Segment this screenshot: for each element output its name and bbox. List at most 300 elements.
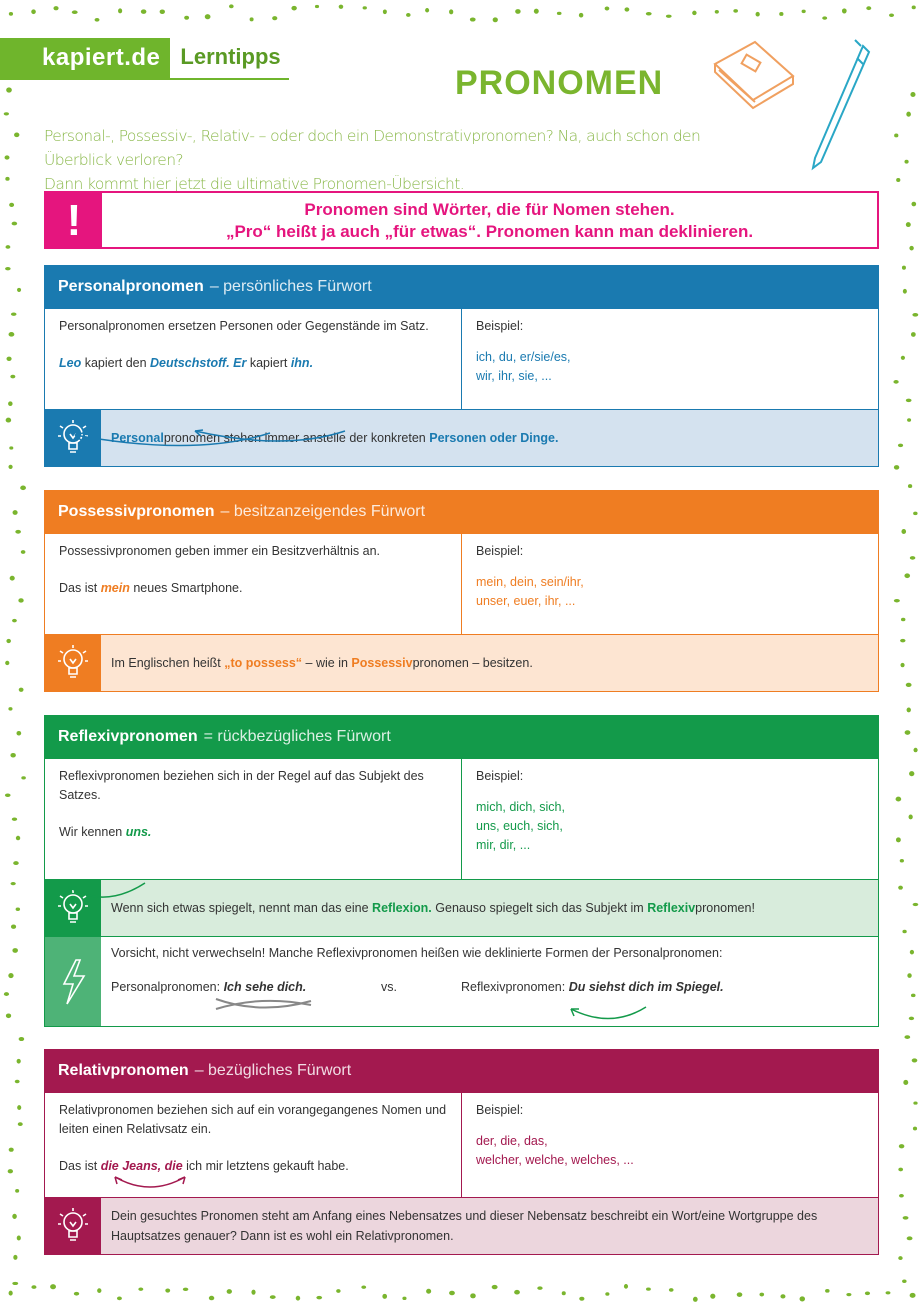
tip-plain: Genauso spiegelt sich das Subjekt im (431, 901, 648, 915)
exclamation-icon: ! (46, 193, 102, 247)
section-reflexive (44, 715, 879, 1027)
intro-line-1: Personal-, Possessiv-, Relativ- – oder doch ein Demonstrativpronomen? Na, auch schon den Überblick verloren? (44, 127, 701, 169)
border-dot (906, 222, 911, 227)
tip-text (101, 410, 878, 466)
description-column (45, 309, 462, 409)
section-relative (44, 1049, 879, 1255)
example-column (462, 759, 878, 879)
border-dot (9, 446, 13, 449)
border-dot (15, 530, 21, 534)
border-dot (912, 313, 918, 317)
border-dot (118, 8, 122, 13)
border-dot (6, 1013, 11, 1018)
example-values-line: welcher, welche, welches, ... (476, 1153, 634, 1167)
example-values (476, 573, 864, 611)
border-dot (889, 14, 894, 17)
border-dot (898, 886, 903, 890)
border-dot (913, 903, 919, 906)
border-dot (909, 771, 914, 776)
example-text: Das ist (59, 581, 101, 595)
section-title: Personalpronomen (58, 278, 204, 295)
border-dot (17, 288, 21, 292)
tip-plain: pronomen – besitzen. (412, 656, 533, 670)
border-dot (470, 18, 476, 22)
example-values (476, 1132, 864, 1170)
border-dot (9, 332, 15, 337)
border-dot (898, 1256, 902, 1260)
border-dot (846, 1293, 851, 1296)
example-text: kapiert den (81, 356, 151, 370)
border-dot (894, 465, 899, 470)
description-column (45, 759, 462, 879)
section-title: Relativpronomen (58, 1062, 189, 1079)
border-dot (907, 708, 911, 713)
lightbulb-icon (45, 410, 101, 466)
border-dot (138, 1287, 143, 1290)
border-dot (896, 178, 900, 182)
border-dot (911, 332, 916, 337)
border-dot (909, 1017, 914, 1020)
border-dot (896, 837, 901, 842)
border-dot (10, 375, 15, 379)
border-dot (692, 11, 696, 15)
border-dot (900, 663, 904, 667)
border-dot (909, 815, 913, 820)
border-dot (646, 1287, 651, 1290)
border-dot (825, 1289, 829, 1293)
example-sentence (59, 354, 447, 373)
border-dot (900, 639, 905, 643)
border-dot (822, 16, 827, 19)
border-dot (8, 973, 13, 978)
border-dot (16, 907, 20, 910)
border-dot (449, 1291, 455, 1296)
border-dot (12, 948, 18, 953)
pen-icon (813, 40, 869, 168)
border-dot (625, 7, 630, 11)
border-dot (165, 1288, 170, 1292)
border-dot (339, 5, 344, 9)
border-dot (900, 859, 904, 863)
border-dot (902, 930, 906, 934)
border-dot (19, 688, 24, 692)
tip-text (101, 635, 878, 691)
key-fact-box (44, 191, 879, 249)
border-dot (898, 1168, 903, 1172)
border-dot (296, 1296, 300, 1301)
comparison-example: Du siehst dich im Spiegel. (568, 980, 724, 994)
border-dot (15, 1080, 20, 1084)
example-values (476, 348, 864, 386)
border-dot (15, 1189, 19, 1193)
border-dot (5, 155, 10, 159)
border-dot (316, 1296, 322, 1299)
border-dot (904, 160, 908, 164)
tip-plain: pronomen! (695, 901, 755, 915)
border-dot (759, 1293, 764, 1297)
border-dot (901, 618, 905, 622)
border-dot (470, 1293, 476, 1298)
border-dot (666, 15, 672, 18)
border-dot (10, 576, 15, 581)
tip-highlight: Reflexiv (647, 901, 696, 915)
border-dot (908, 484, 912, 488)
border-dot (11, 313, 17, 316)
intro-line-2: Dann kommt hier jetzt die ultimative Pronomen-Übersicht. (44, 175, 465, 193)
border-dot (537, 1286, 542, 1290)
border-dot (912, 5, 916, 9)
page-title: PRONOMEN (455, 64, 664, 102)
section-body (44, 1093, 879, 1197)
border-dot (8, 1169, 13, 1173)
comparison-example: Ich sehe dich. (223, 980, 307, 994)
kapiert-logo[interactable] (0, 38, 289, 80)
border-dot (898, 444, 903, 447)
border-dot (183, 1288, 188, 1291)
border-dot (336, 1289, 340, 1293)
example-label: Beispiel: (476, 769, 524, 783)
book-icon (715, 42, 793, 108)
comparison-label: Reflexivpronomen: (461, 980, 569, 994)
border-dot (906, 112, 911, 117)
border-dot (913, 1101, 917, 1104)
border-dot (8, 707, 12, 710)
tip-plain: pronomen stehen immer anstelle der konkreten (163, 431, 430, 445)
border-dot (406, 13, 411, 17)
section-title: Possessivpronomen (58, 503, 215, 520)
tip-text (101, 880, 878, 936)
lightbulb-icon (45, 880, 101, 936)
border-dot (911, 994, 916, 998)
example-text: kapiert (246, 356, 291, 370)
border-dot (402, 1297, 406, 1300)
border-dot (605, 1292, 609, 1296)
border-dot (6, 87, 12, 92)
example-sentence (59, 823, 447, 842)
border-dot (17, 1105, 21, 1110)
comparison-label: Personalpronomen: (111, 980, 224, 994)
border-dot (5, 177, 9, 181)
border-dot (9, 1148, 14, 1152)
border-dot (913, 748, 917, 752)
border-dot (865, 1291, 870, 1295)
border-dot (141, 9, 147, 14)
border-dot (907, 973, 911, 978)
example-label: Beispiel: (476, 544, 524, 558)
border-dot (18, 598, 23, 602)
section-subtitle: – bezügliches Fürwort (194, 1062, 352, 1079)
example-values-line: mich, dich, sich, (476, 800, 565, 814)
border-dot (579, 13, 583, 18)
border-dot (800, 1296, 806, 1301)
example-text: ich mir letztens gekauft habe. (182, 1159, 349, 1173)
border-dot (8, 401, 12, 406)
tip-highlight: „to possess“ (224, 656, 303, 670)
border-dot (19, 1037, 25, 1041)
border-dot (5, 267, 11, 270)
border-dot (16, 731, 21, 736)
border-dot (5, 794, 11, 797)
border-dot (6, 418, 11, 423)
example-word: Er (233, 356, 247, 370)
border-dot (382, 1294, 387, 1299)
example-values-line: mein, dein, sein/ihr, (476, 575, 584, 589)
border-dot (493, 17, 498, 22)
border-dot (901, 529, 906, 534)
example-word: uns. (125, 825, 152, 839)
caution-text (101, 937, 878, 1026)
border-dot (911, 202, 916, 207)
example-values-line: mir, dir, ... (476, 838, 531, 852)
border-dot (250, 17, 254, 21)
border-dot (715, 10, 719, 14)
border-dot (906, 683, 912, 687)
border-dot (74, 1292, 79, 1296)
border-dot (907, 1236, 913, 1240)
key-fact-text (102, 193, 877, 247)
section-personal (44, 265, 879, 467)
border-dot (605, 6, 610, 10)
border-dot (910, 1293, 916, 1298)
example-word: mein (100, 581, 130, 595)
border-dot (904, 1035, 910, 1039)
caution-comparison (111, 977, 868, 997)
description: Relativpronomen beziehen sich auf ein vorangegangenes Nomen und leiten einen Relativsatz ein. (59, 1103, 447, 1136)
border-dot (8, 465, 12, 469)
border-dot (117, 1297, 122, 1301)
border-dot (205, 14, 211, 19)
border-dot (4, 112, 9, 115)
border-dot (514, 1290, 520, 1295)
lightning-icon (45, 937, 101, 1026)
versus-label: vs. (381, 980, 397, 994)
border-dot (12, 619, 17, 622)
border-dot (18, 1122, 23, 1126)
border-dot (6, 639, 11, 643)
description: Reflexivpronomen beziehen sich in der Regel auf das Subjekt des Satzes. (59, 769, 424, 802)
section-header (44, 1049, 879, 1093)
example-column (462, 534, 878, 634)
example-label: Beispiel: (476, 1103, 524, 1117)
example-sentence (59, 579, 447, 598)
border-dot (31, 9, 36, 14)
border-dot (913, 512, 917, 516)
example-values-line: wir, ihr, sie, ... (476, 369, 552, 383)
example-values-line: unser, euer, ihr, ... (476, 594, 576, 608)
border-dot (13, 510, 18, 515)
example-text: Wir kennen (59, 825, 126, 839)
section-possessive (44, 490, 879, 692)
caution-box (44, 937, 879, 1027)
border-dot (737, 1292, 743, 1297)
border-dot (21, 776, 26, 779)
example-word: Deutschstoff. (150, 356, 230, 370)
border-dot (906, 399, 912, 402)
example-word: ihn. (290, 356, 314, 370)
tip-text: Dein gesuchtes Pronomen steht am Anfang eines Nebensatzes und dieser Nebensatz beschreibt ein Wort/eine Wortgruppe des Hauptsatzes genauer? Dann ist es wohl ein Relativpronomen. (111, 1209, 818, 1243)
lightbulb-icon (45, 635, 101, 691)
border-dot (11, 882, 16, 885)
description-column (45, 1093, 462, 1197)
border-dot (426, 1289, 431, 1294)
border-dot (913, 1127, 917, 1131)
border-dot (894, 599, 900, 602)
example-word: Leo (59, 356, 82, 370)
border-dot (11, 924, 16, 928)
section-title: Reflexivpronomen (58, 728, 198, 745)
border-dot (886, 1291, 891, 1294)
border-dot (901, 356, 905, 360)
border-dot (903, 1216, 909, 1219)
border-dot (14, 133, 19, 138)
border-dot (899, 1194, 904, 1198)
border-dot (270, 1295, 276, 1299)
border-dot (733, 9, 738, 13)
border-dot (449, 9, 453, 14)
border-dot (53, 6, 58, 10)
description: Possessivpronomen geben immer ein Besitzverhältnis an. (59, 544, 380, 558)
border-dot (903, 1080, 908, 1085)
border-dot (9, 12, 13, 16)
border-dot (624, 1284, 628, 1289)
border-dot (779, 12, 783, 16)
example-values-line: ich, du, er/sie/es, (476, 350, 571, 364)
border-dot (910, 556, 916, 560)
section-header (44, 265, 879, 309)
logo-brand: kapiert.de (0, 38, 170, 80)
border-dot (20, 486, 26, 491)
border-dot (866, 6, 871, 10)
border-dot (492, 1285, 498, 1289)
border-dot (95, 18, 100, 22)
border-dot (6, 245, 11, 249)
border-dot (17, 1236, 21, 1241)
example-text: neues Smartphone. (129, 581, 243, 595)
border-dot (912, 1058, 918, 1062)
tip-box (44, 634, 879, 692)
border-dot (710, 1294, 715, 1299)
border-dot (12, 1282, 18, 1285)
border-dot (209, 1296, 214, 1300)
key-fact-line-2: „Pro“ heißt ja auch „für etwas“. Pronomen kann man deklinieren. (225, 222, 754, 241)
border-dot (515, 9, 521, 14)
tip-highlight: Reflexion. (372, 901, 432, 915)
border-dot (6, 357, 11, 361)
tip-highlight: Possessiv (351, 656, 413, 670)
section-body (44, 534, 879, 634)
example-sentence (59, 1157, 447, 1176)
border-dot (557, 12, 562, 15)
border-dot (17, 1059, 21, 1064)
border-dot (72, 10, 78, 14)
border-dot (13, 1255, 17, 1260)
section-body (44, 309, 879, 409)
border-dot (910, 92, 915, 97)
intro-text (44, 124, 764, 196)
section-subtitle: – besitzanzeigendes Fürwort (220, 503, 426, 520)
border-dot (9, 1291, 13, 1296)
border-dot (425, 8, 429, 12)
border-dot (272, 16, 277, 20)
section-header (44, 715, 879, 759)
caution-line: Vorsicht, nicht verwechseln! Manche Reflexivpronomen heißen wie deklinierte Formen der Personalpronomen: (111, 946, 723, 960)
border-dot (802, 10, 806, 13)
border-dot (534, 9, 539, 14)
border-dot (12, 818, 17, 821)
example-column (462, 309, 878, 409)
border-dot (904, 573, 910, 578)
border-dot (902, 266, 906, 270)
border-dot (907, 418, 911, 422)
description-column (45, 534, 462, 634)
example-word: die Jeans, die (100, 1159, 183, 1173)
border-dot (315, 5, 319, 8)
border-dot (361, 1285, 366, 1288)
border-dot (5, 661, 9, 665)
border-dot (4, 992, 9, 996)
border-dot (693, 1297, 698, 1302)
tip-plain: Im Englischen heißt (111, 656, 225, 670)
tip-plain: Wenn sich etwas spiegelt, nennt man das eine (111, 901, 373, 915)
border-dot (10, 753, 15, 758)
tip-plain: – wie in (302, 656, 352, 670)
tip-highlight: Personen oder Dinge. (429, 431, 559, 445)
border-dot (97, 1288, 101, 1293)
border-dot (669, 1288, 674, 1292)
border-dot (896, 797, 902, 802)
border-dot (9, 203, 14, 207)
example-values (476, 798, 864, 855)
border-dot (909, 246, 913, 251)
border-dot (227, 1289, 232, 1294)
border-dot (160, 10, 165, 14)
border-dot (363, 6, 367, 9)
tip-box (44, 1197, 879, 1255)
border-dot (12, 222, 18, 226)
key-fact-line-1: Pronomen sind Wörter, die für Nomen stehen. (304, 200, 675, 219)
example-values-line: der, die, das, (476, 1134, 548, 1148)
border-dot (12, 1214, 17, 1219)
border-dot (229, 4, 234, 8)
border-dot (383, 9, 387, 14)
lightbulb-icon (45, 1198, 101, 1254)
border-dot (903, 289, 907, 294)
border-dot (899, 1144, 905, 1148)
border-dot (251, 1290, 255, 1295)
border-dot (780, 1294, 785, 1298)
border-dot (646, 12, 652, 15)
section-subtitle: – persönliches Fürwort (209, 278, 372, 295)
border-dot (31, 1285, 36, 1289)
example-values-line: uns, euch, sich, (476, 819, 563, 833)
border-dot (893, 380, 898, 384)
border-dot (291, 6, 296, 11)
example-label: Beispiel: (476, 319, 524, 333)
border-dot (842, 8, 847, 13)
border-dot (756, 12, 760, 17)
border-dot (184, 16, 189, 20)
section-header (44, 490, 879, 534)
example-text: Das ist (59, 1159, 101, 1173)
border-dot (50, 1284, 56, 1289)
border-dot (905, 730, 911, 735)
border-dot (16, 836, 20, 840)
border-dot (13, 861, 19, 865)
tip-highlight: Personal (111, 431, 164, 445)
example-column (462, 1093, 878, 1197)
border-dot (562, 1291, 566, 1295)
border-dot (910, 950, 914, 955)
